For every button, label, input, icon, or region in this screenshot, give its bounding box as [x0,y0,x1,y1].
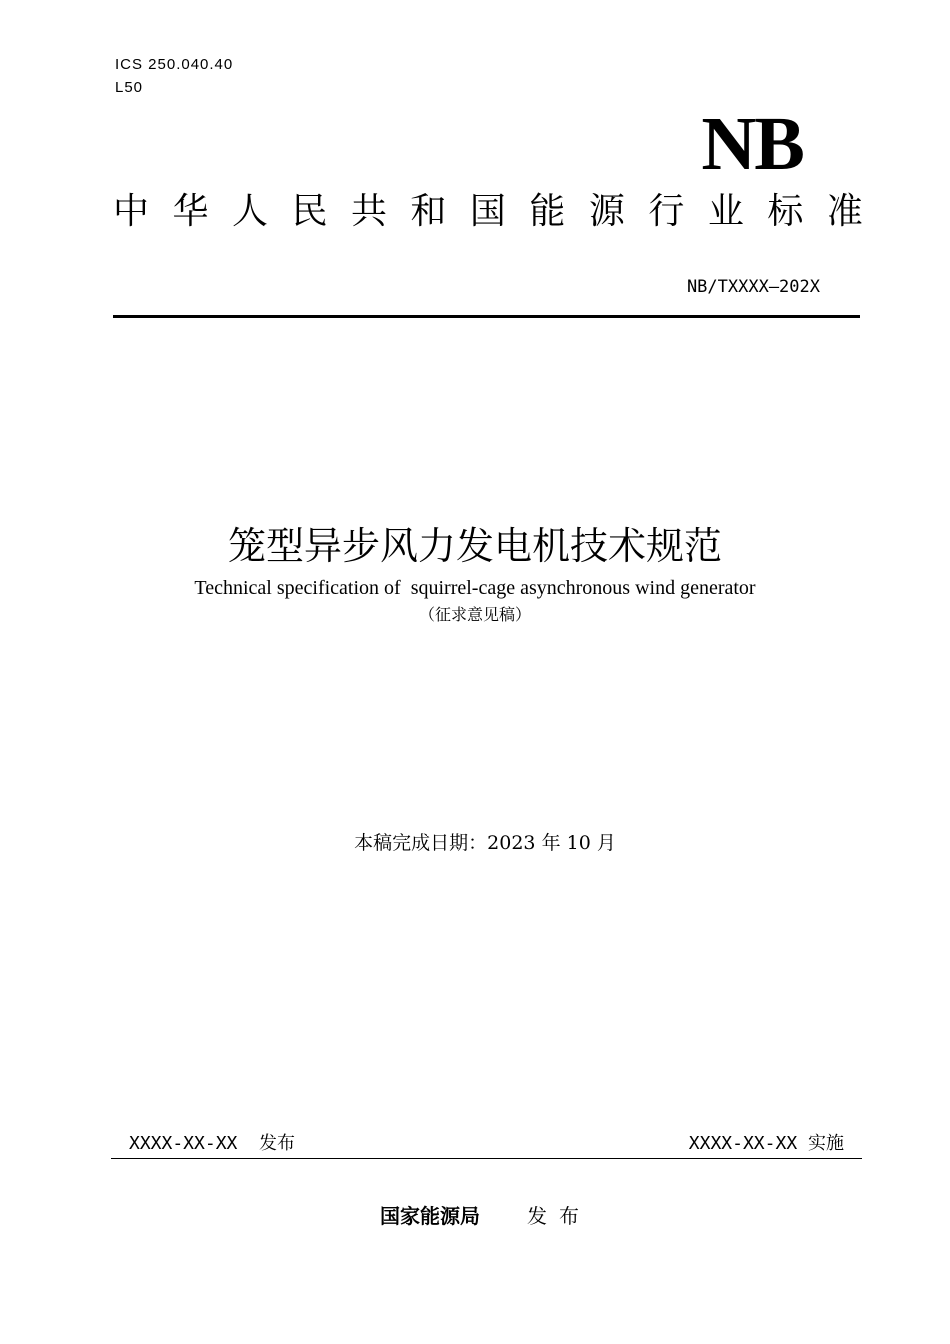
nb-logo: NB [701,102,803,186]
implementation-date: XXXX-XX-XX 实施 [688,1133,844,1154]
standard-category-char: 国 [469,191,506,232]
document-title-english: Technical specification of squirrel-cage asynchronous wind generator [194,577,756,599]
standard-category-char: 华 [172,191,209,232]
standard-category-char: 行 [648,191,685,232]
standard-category-char: 准 [826,191,863,232]
standard-category-char: 能 [529,191,566,232]
ccs-code: L50 [115,79,144,96]
standard-category-char: 业 [707,191,744,232]
standard-category-char: 标 [767,191,804,232]
draft-status-note: （征求意见稿） [418,605,531,624]
publisher-name: 国家能源局 [380,1204,480,1228]
header-divider [113,315,860,318]
standard-category-char: 和 [410,191,447,232]
standard-number: NB/TXXXX—202X [686,277,820,297]
publish-label: 发布 [527,1204,591,1228]
ics-code: ICS 250.040.40 [115,56,234,73]
footer-divider [111,1158,862,1159]
standard-category-char: 源 [588,191,625,232]
standard-category-title [113,188,863,236]
issue-date: XXXX-XX-XX 发布 [129,1133,296,1154]
completion-date: 本稿完成日期：2023 年 10 月 [354,832,616,854]
standard-category-char: 中 [113,191,150,232]
standard-category-char: 共 [350,191,387,232]
standard-category-char: 民 [291,191,328,232]
document-title-chinese: 笼型异步风力发电机技术规范 [227,524,722,568]
standard-category-char: 人 [231,191,268,232]
